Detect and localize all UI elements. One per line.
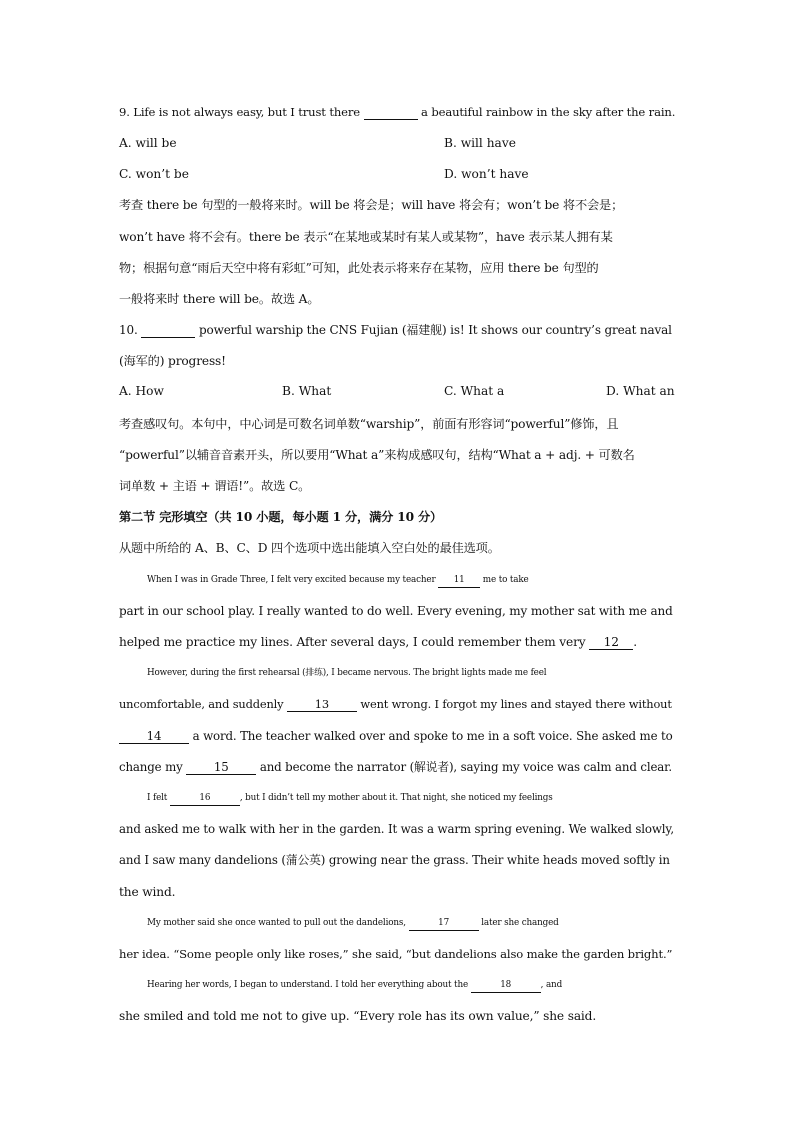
q9-option-c: C. won’t be [119,167,189,181]
q10-stem-post: powerful warship the CNS Fujian (福建舰) is! It shows our country’s great naval [195,323,672,337]
passage-text: me to take [480,575,529,585]
q9-analysis-line: 一般将来时 there will be。故选 A。 [119,292,320,306]
blank-12: 12 [589,636,633,650]
q10-stem [119,322,679,338]
passage-text: uncomfortable, and suddenly [119,697,287,711]
passage-text: change my [119,760,187,774]
q10-stem-pre: 10. [119,323,142,337]
passage-line [119,759,679,775]
q9-stem-pre: 9. Life is not always easy, but I trust there [119,105,364,119]
passage-text: later she changed [478,918,559,928]
q10-option-c: C. What a [444,384,505,398]
q9-analysis-line: won’t have 将不会有。there be 表示“在某地或某时有某人或某物”，have 表示某人拥有某 [119,230,613,244]
passage-text: My mother said she once wanted to pull out the dandelions, [147,918,409,928]
blank-15: 15 [186,761,256,775]
q10-option-d: D. What an [606,384,675,398]
passage-line: the wind. [119,885,176,899]
blank-14: 14 [119,730,189,744]
passage-text: helped me practice my lines. After several days, I could remember them very [119,635,590,649]
section-title: 第二节 完形填空（共 10 小题，每小题 1 分，满分 10 分） [119,510,443,524]
passage-text: I felt [147,793,170,803]
blank-18: 18 [471,979,541,993]
passage-line [147,977,707,993]
q9-option-b: B. will have [444,136,516,150]
passage-line [119,696,679,712]
q9-stem [119,104,679,120]
section-instruction: 从题中所给的 A、B、C、D 四个选项中选出能填入空白处的最佳选项。 [119,541,500,555]
passage-line [119,728,679,744]
passage-text: Hearing her words, I began to understand. I told her everything about the [147,980,471,990]
q9-stem-post: a beautiful rainbow in the sky after the rain. [417,105,676,119]
passage-line [147,790,707,806]
q9-blank [364,106,418,120]
passage-line: she smiled and told me not to give up. “Every role has its own value,” she said. [119,1009,597,1023]
blank-13: 13 [287,698,357,712]
q10-stem-line2: (海军的) progress! [119,354,226,368]
q10-option-a: A. How [119,384,164,398]
q10-analysis-line: 词单数 + 主语 + 谓语!”。故选 C。 [119,479,311,493]
q10-option-b: B. What [282,384,332,398]
q9-option-d: D. won’t have [444,167,529,181]
passage-text: a word. The teacher walked over and spoke to me in a soft voice. She asked me to [189,729,673,743]
passage-line: and I saw many dandelions (蒲公英) growing near the grass. Their white heads moved softly in [119,853,670,867]
passage-line: and asked me to walk with her in the garden. It was a warm spring evening. We walked slowly, [119,822,674,836]
passage-text: , and [540,980,563,990]
q10-analysis-line: “powerful”以辅音音素开头，所以要用“What a”来构成感叹句，结构“What a + adj. + 可数名 [119,448,635,462]
passage-text: , but I didn’t tell my mother about it. That night, she noticed my feelings [239,793,553,803]
q10-blank [141,324,195,338]
q9-option-a: A. will be [119,136,177,150]
passage-line [147,915,707,931]
passage-line: part in our school play. I really wanted to do well. Every evening, my mother sat with me and [119,604,673,618]
passage-text: . [633,635,637,649]
blank-11: 11 [438,574,480,588]
passage-line: However, during the first rehearsal (排练), I became nervous. The bright lights made me feel [147,668,547,678]
passage-line [119,634,679,650]
passage-text: went wrong. I forgot my lines and stayed there without [356,697,672,711]
q9-analysis-line: 考查 there be 句型的一般将来时。will be 将会是；will have 将会有；won’t be 将不会是； [119,198,624,212]
passage-line: her idea. “Some people only like roses,” she said, “but dandelions also make the garden bright.” [119,947,673,961]
blank-17: 17 [409,917,479,931]
passage-text: and become the narrator (解说者), saying my voice was calm and clear. [256,760,672,774]
passage-line [147,572,707,588]
blank-16: 16 [170,792,240,806]
passage-text: When I was in Grade Three, I felt very excited because my teacher [147,575,439,585]
q9-analysis-line: 物；根据句意“雨后天空中将有彩虹”可知，此处表示将来存在某物，应用 there be 句型的 [119,261,599,275]
q10-analysis-line: 考查感叹句。本句中，中心词是可数名词单数“warship”，前面有形容词“powerful”修饰，且 [119,417,619,431]
